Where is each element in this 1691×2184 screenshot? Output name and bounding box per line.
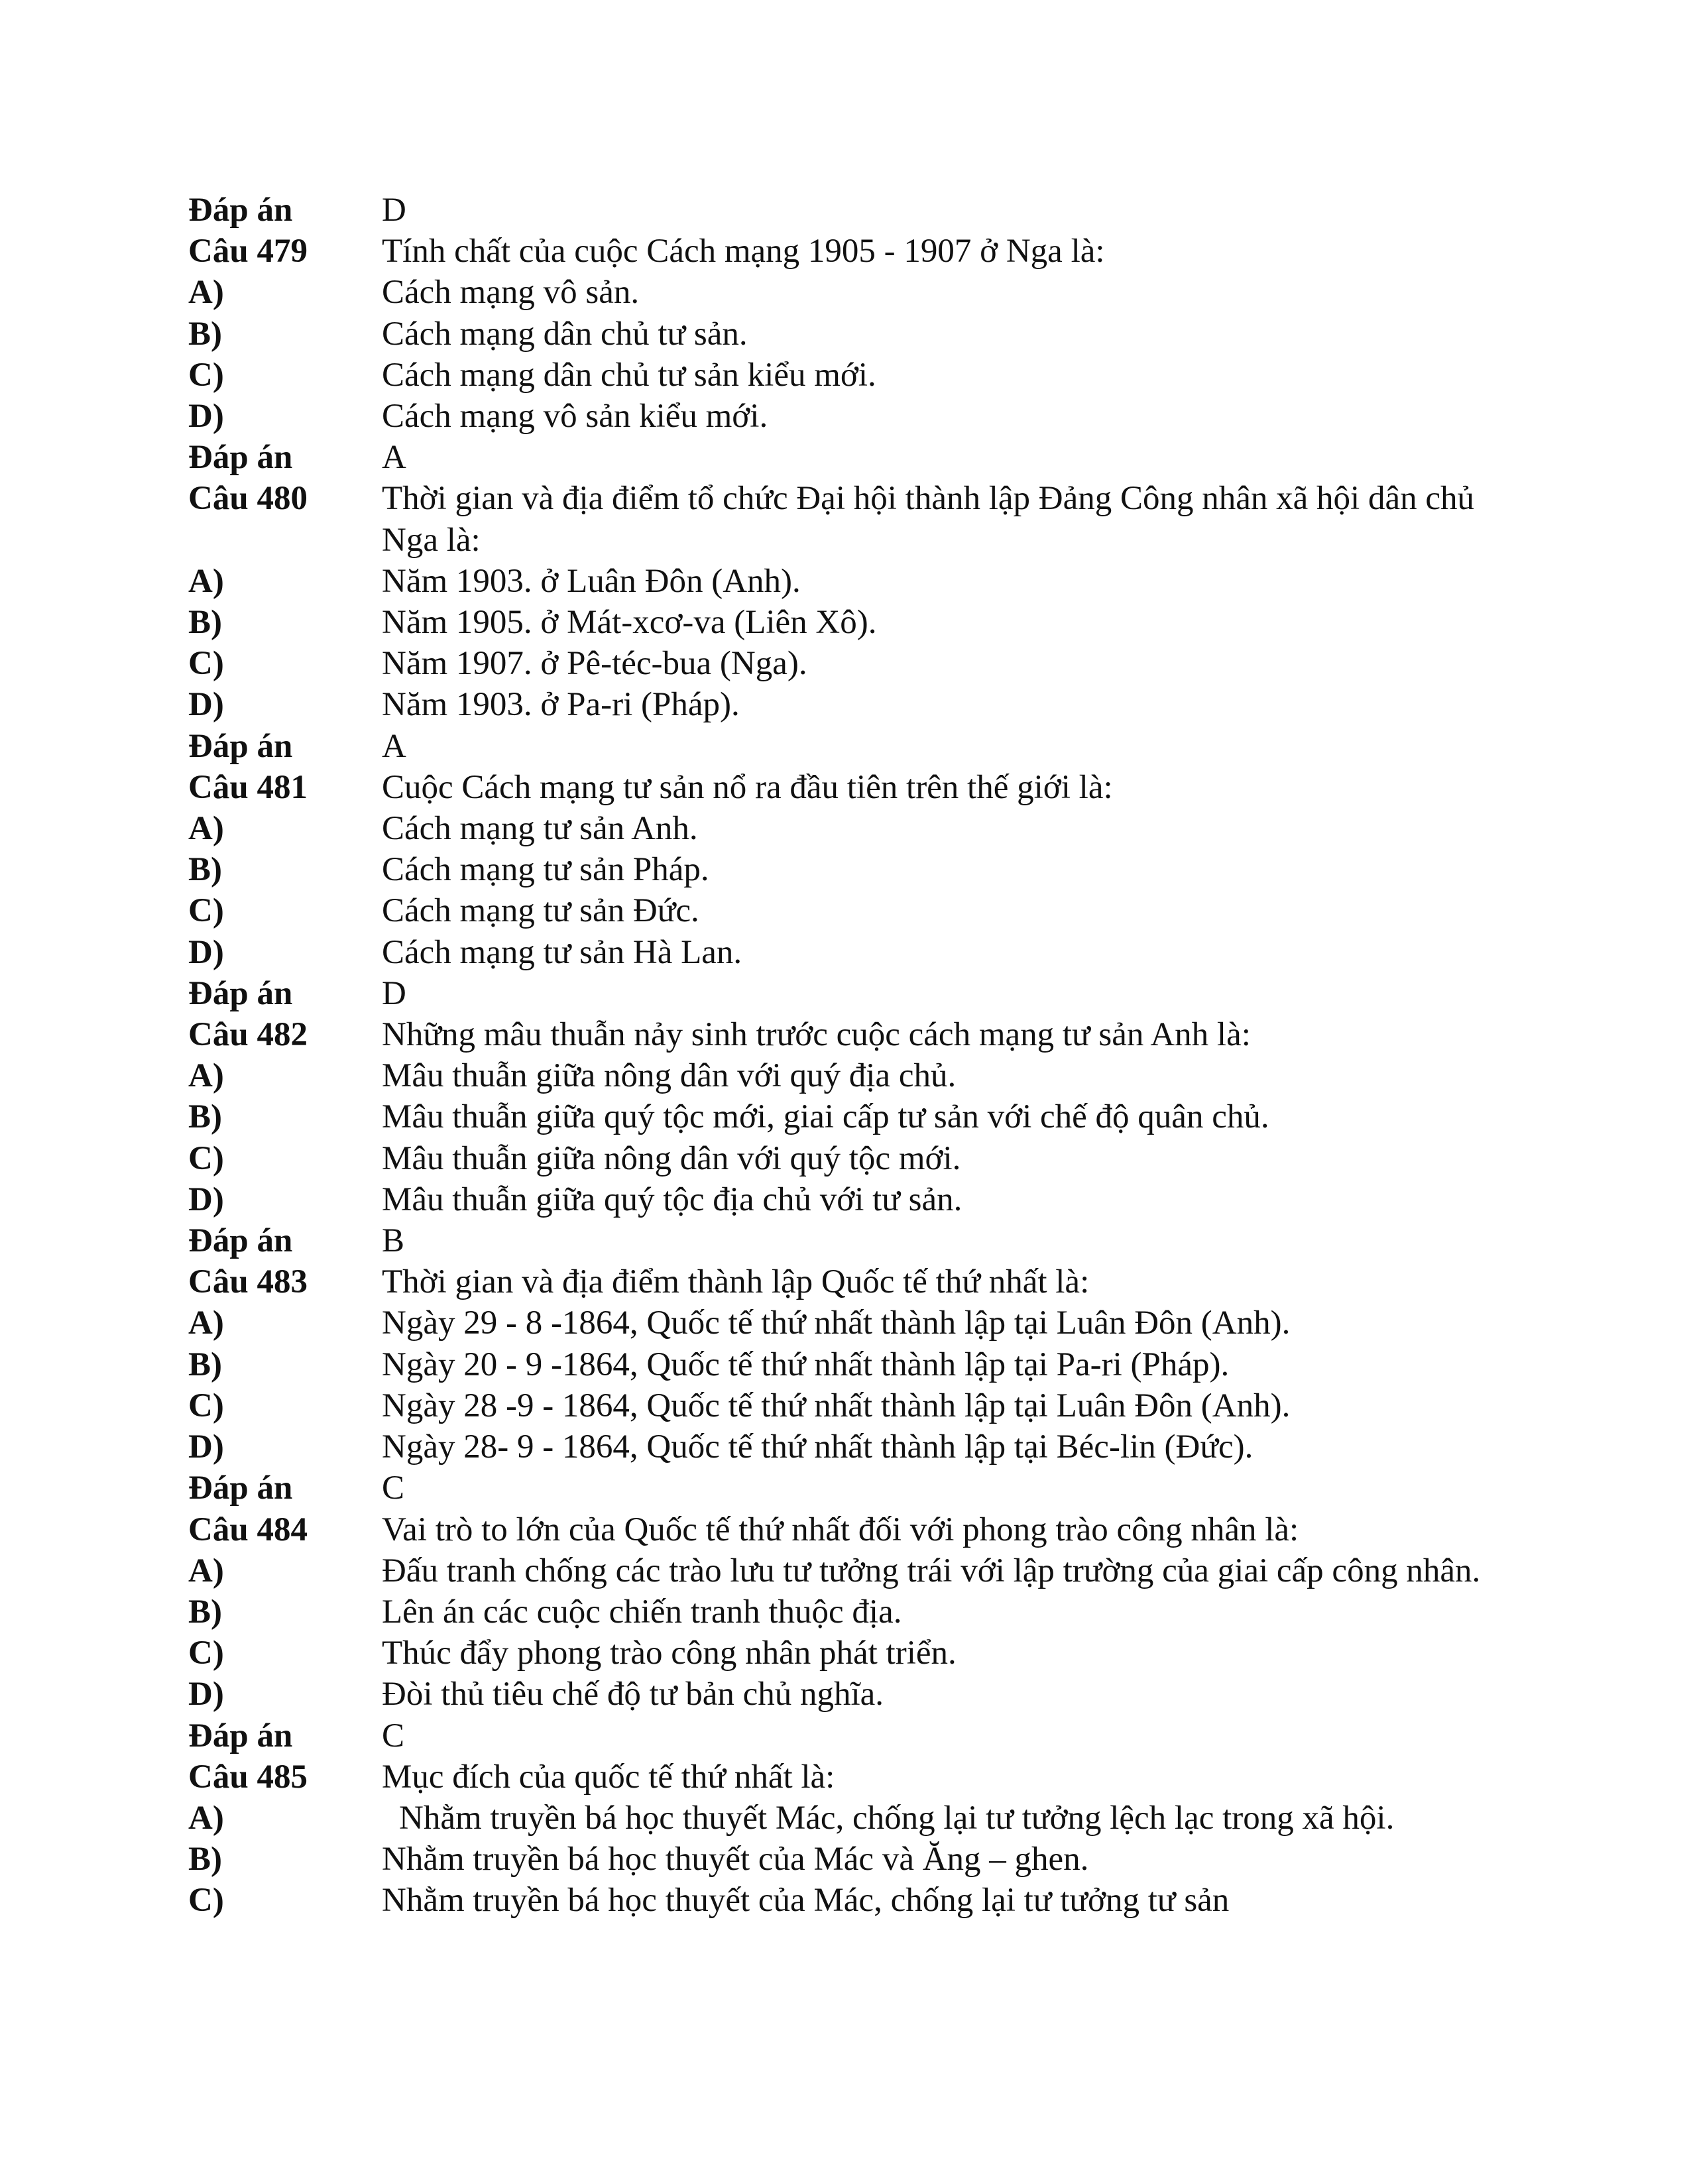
- row-text: D: [382, 974, 406, 1012]
- row-text: C: [382, 1717, 405, 1754]
- question-row: [188, 231, 1514, 272]
- question-row: [188, 1014, 1514, 1055]
- row-label: A): [188, 1304, 224, 1342]
- option-row: [188, 355, 1514, 396]
- option-row: [188, 602, 1514, 643]
- question-row: [188, 478, 1514, 560]
- row-label: B): [188, 1098, 222, 1136]
- row-label: Câu 483: [188, 1263, 308, 1301]
- row-text: Cách mạng tư sản Anh.: [382, 810, 698, 848]
- row-label: A): [188, 810, 224, 848]
- row-text: Cách mạng tư sản Hà Lan.: [382, 933, 742, 971]
- row-label: A): [188, 1552, 224, 1589]
- option-row: [188, 1385, 1514, 1426]
- row-label: Câu 480: [188, 480, 308, 518]
- question-row: [188, 1509, 1514, 1550]
- question-row: [188, 1261, 1514, 1302]
- row-text: D: [382, 192, 406, 229]
- row-text: Mâu thuẫn giữa nông dân với quý địa chủ.: [382, 1057, 957, 1095]
- row-text: Lên án các cuộc chiến tranh thuộc địa.: [382, 1593, 902, 1631]
- row-text: Vai trò to lớn của Quốc tế thứ nhất đối với phong trào công nhân là:: [382, 1511, 1299, 1548]
- answer-row: [188, 726, 1514, 767]
- row-text: Ngày 28- 9 - 1864, Quốc tế thứ nhất thành lập tại Béc-lin (Đức).: [382, 1428, 1254, 1466]
- option-row: [188, 1096, 1514, 1137]
- answer-row: [188, 190, 1514, 231]
- row-label: B): [188, 851, 222, 889]
- row-text: Mâu thuẫn giữa quý tộc địa chủ với tư sản.: [382, 1180, 962, 1218]
- row-label: C): [188, 1139, 224, 1177]
- row-text: Nhằm truyền bá học thuyết của Mác, chống lại tư tưởng tư sản: [382, 1882, 1230, 1920]
- row-label: D): [188, 1180, 224, 1218]
- row-text: Thời gian và địa điểm tổ chức Đại hội thành lập Đảng Công nhân xã hội dân chủ Nga là:: [382, 480, 1474, 559]
- row-label: Câu 484: [188, 1511, 308, 1548]
- row-text: Mục đích của quốc tế thứ nhất là:: [382, 1758, 835, 1796]
- row-label: D): [188, 686, 224, 724]
- row-label: B): [188, 1841, 222, 1878]
- row-label: A): [188, 562, 224, 600]
- option-row: [188, 561, 1514, 602]
- row-text: A: [382, 439, 406, 477]
- option-row: [188, 272, 1514, 313]
- row-label: B): [188, 1346, 222, 1383]
- row-label: C): [188, 1635, 224, 1672]
- row-text: Những mâu thuẫn nảy sinh trước cuộc cách mạng tư sản Anh là:: [382, 1016, 1251, 1054]
- row-label: C): [188, 645, 224, 683]
- row-text: Cách mạng tư sản Pháp.: [382, 851, 709, 889]
- row-text: Tính chất của cuộc Cách mạng 1905 - 1907 ở Nga là:: [382, 233, 1105, 270]
- option-row: [188, 1880, 1514, 1921]
- option-row: [188, 1674, 1514, 1715]
- row-text: Năm 1903. ở Luân Đôn (Anh).: [382, 562, 801, 600]
- row-text: Ngày 20 - 9 -1864, Quốc tế thứ nhất thành lập tại Pa-ri (Pháp).: [382, 1346, 1230, 1383]
- option-row: [188, 808, 1514, 849]
- row-label: D): [188, 1428, 224, 1466]
- row-label: B): [188, 315, 222, 353]
- option-row: [188, 1179, 1514, 1220]
- row-text: Cách mạng dân chủ tư sản kiểu mới.: [382, 356, 876, 394]
- row-text: A: [382, 727, 406, 765]
- answer-row: [188, 437, 1514, 478]
- row-label: A): [188, 1057, 224, 1095]
- row-label: Câu 482: [188, 1016, 308, 1054]
- row-text: Thời gian và địa điểm thành lập Quốc tế thứ nhất là:: [382, 1263, 1090, 1301]
- option-row: [188, 684, 1514, 725]
- option-row: [188, 1344, 1514, 1385]
- row-label: Đáp án: [188, 1469, 293, 1507]
- row-text: Năm 1907. ở Pê-téc-bua (Nga).: [382, 645, 807, 683]
- row-text: Cách mạng vô sản.: [382, 274, 640, 312]
- option-row: [188, 643, 1514, 684]
- row-text: Mâu thuẫn giữa quý tộc mới, giai cấp tư sản với chế độ quân chủ.: [382, 1098, 1269, 1136]
- row-text: Nhằm truyền bá học thuyết Mác, chống lại tư tưởng lệch lạc trong xã hội.: [399, 1799, 1395, 1837]
- row-label: Đáp án: [188, 974, 293, 1012]
- option-row: [188, 1839, 1514, 1880]
- row-label: Câu 479: [188, 233, 308, 270]
- row-text: Đòi thủ tiêu chế độ tư bản chủ nghĩa.: [382, 1676, 884, 1713]
- row-label: C): [188, 356, 224, 394]
- row-text: Năm 1905. ở Mát-xcơ-va (Liên Xô).: [382, 604, 877, 642]
- row-label: A): [188, 1799, 224, 1837]
- row-label: Đáp án: [188, 727, 293, 765]
- row-text: Cuộc Cách mạng tư sản nổ ra đầu tiên trên thế giới là:: [382, 768, 1113, 806]
- answer-row: [188, 1467, 1514, 1509]
- option-row: [188, 396, 1514, 437]
- option-row: [188, 1550, 1514, 1591]
- row-label: D): [188, 398, 224, 435]
- option-row: [188, 1302, 1514, 1344]
- option-row: [188, 932, 1514, 973]
- row-label: Đáp án: [188, 192, 293, 229]
- row-label: B): [188, 1593, 222, 1631]
- question-row: [188, 1756, 1514, 1798]
- option-row: [188, 1591, 1514, 1633]
- answer-row: [188, 1220, 1514, 1261]
- question-row: [188, 767, 1514, 808]
- row-text: Thúc đẩy phong trào công nhân phát triển.: [382, 1635, 957, 1672]
- row-label: D): [188, 933, 224, 971]
- row-text: Cách mạng tư sản Đức.: [382, 892, 699, 930]
- row-text: Mâu thuẫn giữa nông dân với quý tộc mới.: [382, 1139, 961, 1177]
- row-text: Ngày 29 - 8 -1864, Quốc tế thứ nhất thành lập tại Luân Đôn (Anh).: [382, 1304, 1291, 1342]
- question-list: [188, 190, 1514, 1922]
- row-text: Đấu tranh chống các trào lưu tư tưởng trái với lập trường của giai cấp công nhân.: [382, 1552, 1481, 1589]
- row-label: C): [188, 1387, 224, 1424]
- option-row: [188, 1138, 1514, 1179]
- row-text: Cách mạng vô sản kiểu mới.: [382, 398, 768, 435]
- row-text: Năm 1903. ở Pa-ri (Pháp).: [382, 686, 740, 724]
- row-text: Nhằm truyền bá học thuyết của Mác và Ăng – ghen.: [382, 1841, 1089, 1878]
- answer-row: [188, 973, 1514, 1014]
- option-row: [188, 1426, 1514, 1467]
- option-row: [188, 1633, 1514, 1674]
- row-label: D): [188, 1676, 224, 1713]
- row-text: B: [382, 1222, 405, 1260]
- answer-row: [188, 1715, 1514, 1756]
- row-label: Đáp án: [188, 1222, 293, 1260]
- row-text: Cách mạng dân chủ tư sản.: [382, 315, 748, 353]
- row-label: C): [188, 1882, 224, 1920]
- option-row: [188, 890, 1514, 931]
- row-label: Câu 481: [188, 768, 308, 806]
- row-text: Ngày 28 -9 - 1864, Quốc tế thứ nhất thành lập tại Luân Đôn (Anh).: [382, 1387, 1291, 1424]
- row-label: B): [188, 604, 222, 642]
- row-label: C): [188, 892, 224, 930]
- option-row: [188, 1055, 1514, 1096]
- row-text: C: [382, 1469, 405, 1507]
- row-label: Đáp án: [188, 439, 293, 477]
- option-row: [188, 849, 1514, 890]
- row-label: A): [188, 274, 224, 312]
- row-label: Câu 485: [188, 1758, 308, 1796]
- option-row: [188, 314, 1514, 355]
- row-label: Đáp án: [188, 1717, 293, 1754]
- option-row: [188, 1798, 1514, 1839]
